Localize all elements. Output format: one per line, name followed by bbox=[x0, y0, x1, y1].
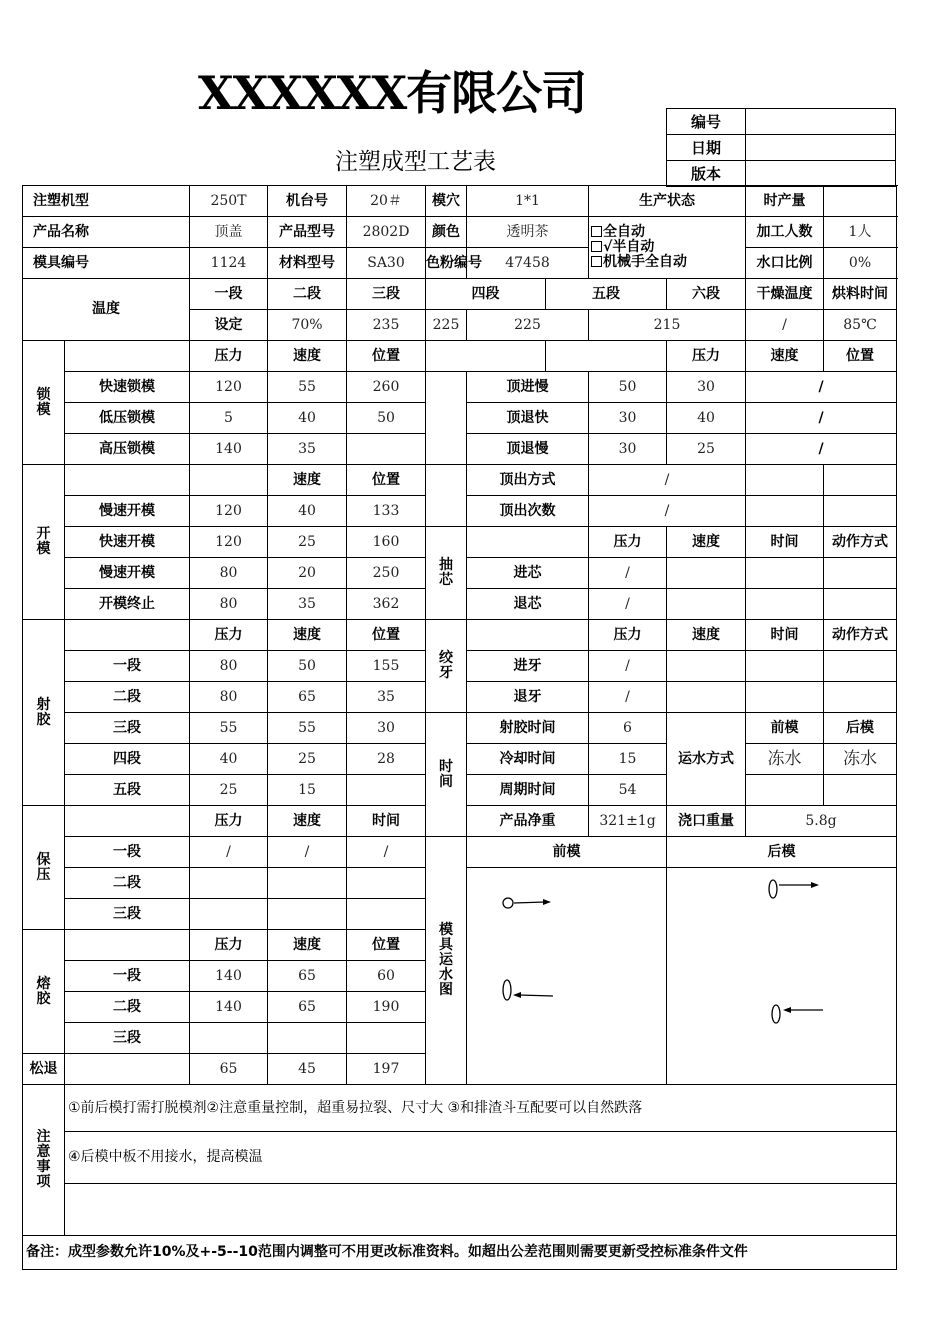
ejector-row-label: 顶退快 bbox=[467, 403, 589, 434]
core-section-label: 抽芯 bbox=[426, 527, 467, 620]
inject-row-speed: 65 bbox=[268, 682, 347, 713]
machine-model-label: 注塑机型 bbox=[23, 186, 190, 217]
inject-row-label: 五段 bbox=[65, 775, 190, 806]
col-speed: 速度 bbox=[667, 620, 746, 651]
open-row-position: 250 bbox=[347, 558, 426, 589]
bake-time-label: 烘料时间 bbox=[824, 279, 897, 310]
water-diagram-label: 模具运水图 bbox=[426, 837, 467, 1085]
hourly-output-value bbox=[824, 186, 897, 217]
cooling-back-value: 冻水 bbox=[824, 744, 897, 775]
open-row-position: 160 bbox=[347, 527, 426, 558]
ejector-row-speed: 30 bbox=[667, 372, 746, 403]
clamp-row-position: 50 bbox=[347, 403, 426, 434]
col-speed: 速度 bbox=[268, 930, 347, 961]
thread-section-label: 绞牙 bbox=[426, 620, 467, 713]
ejector-row-position: / bbox=[746, 403, 897, 434]
temp-set-label: 设定 bbox=[190, 310, 268, 341]
inject-row-pressure: 80 bbox=[190, 682, 268, 713]
gate-weight-value: 5.8g bbox=[746, 806, 897, 837]
clamp-row-speed: 35 bbox=[268, 434, 347, 465]
core-row-pressure: / bbox=[589, 589, 667, 620]
inject-row-speed: 55 bbox=[268, 713, 347, 744]
col-position: 位置 bbox=[347, 341, 426, 372]
product-model-label: 产品型号 bbox=[268, 217, 347, 248]
masterbatch-value: 47458 bbox=[467, 248, 589, 279]
clamp-row-speed: 55 bbox=[268, 372, 347, 403]
meta-value-number[interactable] bbox=[746, 109, 896, 135]
clamp-row-pressure: 120 bbox=[190, 372, 268, 403]
timing-section-label: 时间 bbox=[426, 713, 467, 837]
temp-stage-4-value: 225 bbox=[467, 310, 589, 341]
melt-row-label: 一段 bbox=[65, 961, 190, 992]
drying-temp-value: 85℃ bbox=[824, 310, 897, 341]
meta-label-date: 日期 bbox=[667, 135, 746, 161]
checkbox-icon[interactable] bbox=[591, 226, 602, 237]
timing-row-value: 6 bbox=[589, 713, 667, 744]
temp-stage-6-value: / bbox=[746, 310, 824, 341]
core-row-label: 进芯 bbox=[467, 558, 589, 589]
note-line-1: ①前后模打需打脱模剂②注意重量控制，超重易拉裂、尺寸大 ③和排渣斗互配要可以自然跌落 bbox=[65, 1085, 897, 1132]
col-speed: 速度 bbox=[268, 806, 347, 837]
melt-section-label: 熔胶 bbox=[23, 930, 65, 1054]
melt-row-pressure: 140 bbox=[190, 961, 268, 992]
meta-label-number: 编号 bbox=[667, 109, 746, 135]
remark-line: 备注：成型参数允许10%及+-5--10范围内调整可不用更改标准资料。如超出公差范围则需要更新受控标准条件文件 bbox=[23, 1236, 897, 1270]
clamp-section-label: 锁模 bbox=[23, 341, 65, 465]
note-line-3 bbox=[65, 1184, 897, 1236]
hold-row-pressure bbox=[190, 868, 268, 899]
mold-no-value: 1124 bbox=[190, 248, 268, 279]
open-row-label: 开模终止 bbox=[65, 589, 190, 620]
water-outlet-marker bbox=[772, 1005, 823, 1023]
inject-row-pressure: 55 bbox=[190, 713, 268, 744]
clamp-row-position: 260 bbox=[347, 372, 426, 403]
temp-stage-1-label: 一段 bbox=[190, 279, 268, 310]
open-row-pressure: 80 bbox=[190, 558, 268, 589]
col-position: 位置 bbox=[347, 465, 426, 496]
hold-row-speed: / bbox=[268, 837, 347, 868]
hold-row-speed bbox=[268, 899, 347, 930]
melt-row-pressure bbox=[190, 1023, 268, 1054]
water-diagram-back-label: 后模 bbox=[667, 837, 897, 868]
meta-value-version[interactable] bbox=[746, 161, 896, 187]
cavity-label: 模穴 bbox=[426, 186, 467, 217]
melt-row-label: 二段 bbox=[65, 992, 190, 1023]
temp-stage-2-value: 235 bbox=[347, 310, 426, 341]
open-section-label: 开模 bbox=[23, 465, 65, 620]
inject-row-label: 二段 bbox=[65, 682, 190, 713]
ejector-mode-value: / bbox=[589, 465, 746, 496]
inject-row-speed: 50 bbox=[268, 651, 347, 682]
water-inlet-marker bbox=[503, 898, 551, 908]
ejector-count-label: 顶出次数 bbox=[467, 496, 589, 527]
inject-section-label: 射胶 bbox=[23, 620, 65, 806]
workers-label: 加工人数 bbox=[746, 217, 824, 248]
col-pressure: 压力 bbox=[667, 341, 746, 372]
machine-model-value: 250T bbox=[190, 186, 268, 217]
melt-row-label: 三段 bbox=[65, 1023, 190, 1054]
col-speed: 速度 bbox=[268, 620, 347, 651]
front-mold-water-svg bbox=[467, 868, 665, 1085]
temp-stage-2-label: 二段 bbox=[268, 279, 347, 310]
inject-row-position: 28 bbox=[347, 744, 426, 775]
temp-stage-4-label: 四段 bbox=[426, 279, 546, 310]
product-model-value: 2802D bbox=[347, 217, 426, 248]
timing-row-label: 冷却时间 bbox=[467, 744, 589, 775]
status-option-robot-auto-label: 机械手全自动 bbox=[603, 254, 688, 270]
product-name-value: 顶盖 bbox=[190, 217, 268, 248]
hourly-output-label: 时产量 bbox=[746, 186, 824, 217]
thread-row-label: 进牙 bbox=[467, 651, 589, 682]
timing-row-label: 射胶时间 bbox=[467, 713, 589, 744]
inject-row-speed: 15 bbox=[268, 775, 347, 806]
masterbatch-label: 色粉编号 bbox=[426, 248, 467, 279]
mold-no-label: 模具编号 bbox=[23, 248, 190, 279]
col-time: 时间 bbox=[347, 806, 426, 837]
inject-row-speed: 25 bbox=[268, 744, 347, 775]
front-mold-water-diagram bbox=[467, 868, 667, 1085]
notes-label: 注意事项 bbox=[23, 1085, 65, 1236]
decompression-label: 松退 bbox=[23, 1054, 65, 1085]
temp-stage-1-value: 70% bbox=[268, 310, 347, 341]
decompression-pressure: 65 bbox=[190, 1054, 268, 1085]
hold-row-pressure: / bbox=[190, 837, 268, 868]
cooling-front-label: 前模 bbox=[746, 713, 824, 744]
water-outlet-marker bbox=[503, 980, 553, 1000]
material-label: 材料型号 bbox=[268, 248, 347, 279]
form-title: 注塑成型工艺表 bbox=[335, 149, 496, 175]
open-row-speed: 35 bbox=[268, 589, 347, 620]
col-pressure: 压力 bbox=[190, 620, 268, 651]
checkbox-icon[interactable] bbox=[591, 256, 602, 267]
ejector-row-position: / bbox=[746, 434, 897, 465]
clamp-row-label: 高压锁模 bbox=[65, 434, 190, 465]
hold-row-label: 三段 bbox=[65, 899, 190, 930]
status-option-full-auto-label: 全自动 bbox=[603, 224, 646, 240]
melt-row-speed: 65 bbox=[268, 992, 347, 1023]
open-row-pressure: 80 bbox=[190, 589, 268, 620]
temp-stage-3-value: 225 bbox=[426, 310, 467, 341]
meta-value-date[interactable] bbox=[746, 135, 896, 161]
inject-row-position: 35 bbox=[347, 682, 426, 713]
checkbox-icon[interactable] bbox=[591, 241, 602, 252]
col-pressure: 压力 bbox=[190, 930, 268, 961]
document-meta-table bbox=[666, 108, 896, 187]
material-value: SA30 bbox=[347, 248, 426, 279]
ejector-row-pressure: 30 bbox=[589, 403, 667, 434]
cooling-method-label: 运水方式 bbox=[667, 713, 746, 806]
clamp-row-pressure: 5 bbox=[190, 403, 268, 434]
note-line-2: ④后模中板不用接水，提高模温 bbox=[65, 1132, 897, 1184]
back-mold-water-diagram bbox=[667, 868, 897, 1085]
ejector-row-label: 顶进慢 bbox=[467, 372, 589, 403]
clamp-row-speed: 40 bbox=[268, 403, 347, 434]
col-speed: 速度 bbox=[667, 527, 746, 558]
open-row-pressure: 120 bbox=[190, 527, 268, 558]
melt-row-position bbox=[347, 1023, 426, 1054]
temp-stage-5-value: 215 bbox=[589, 310, 746, 341]
machine-no-value: 20＃ bbox=[347, 186, 426, 217]
ejector-row-speed: 40 bbox=[667, 403, 746, 434]
hold-row-label: 一段 bbox=[65, 837, 190, 868]
machine-no-label: 机台号 bbox=[268, 186, 347, 217]
timing-row-label: 周期时间 bbox=[467, 775, 589, 806]
open-row-speed: 20 bbox=[268, 558, 347, 589]
col-position: 位置 bbox=[347, 620, 426, 651]
col-position: 位置 bbox=[347, 930, 426, 961]
melt-row-position: 190 bbox=[347, 992, 426, 1023]
cavity-value: 1*1 bbox=[467, 186, 589, 217]
hold-row-time: / bbox=[347, 837, 426, 868]
status-option-semi-auto[interactable] bbox=[591, 240, 745, 255]
melt-row-speed: 65 bbox=[268, 961, 347, 992]
open-row-pressure: 120 bbox=[190, 496, 268, 527]
decompression-position: 197 bbox=[347, 1054, 426, 1085]
melt-row-speed bbox=[268, 1023, 347, 1054]
production-status-label: 生产状态 bbox=[589, 186, 746, 217]
inject-row-position: 30 bbox=[347, 713, 426, 744]
inject-row-position bbox=[347, 775, 426, 806]
open-row-speed: 25 bbox=[268, 527, 347, 558]
col-time: 时间 bbox=[746, 620, 824, 651]
ejector-row-speed: 25 bbox=[667, 434, 746, 465]
inject-row-position: 155 bbox=[347, 651, 426, 682]
open-row-position: 133 bbox=[347, 496, 426, 527]
col-pressure: 压力 bbox=[190, 806, 268, 837]
ejector-count-value: / bbox=[589, 496, 746, 527]
process-sheet-table bbox=[22, 185, 897, 1270]
open-row-label: 快速开模 bbox=[65, 527, 190, 558]
decompression-speed: 45 bbox=[268, 1054, 347, 1085]
hold-row-label: 二段 bbox=[65, 868, 190, 899]
gate-weight-label: 浇口重量 bbox=[667, 806, 746, 837]
status-option-full-auto[interactable] bbox=[591, 225, 745, 240]
ejector-row-position: / bbox=[746, 372, 897, 403]
inject-row-pressure: 80 bbox=[190, 651, 268, 682]
clamp-row-label: 低压锁模 bbox=[65, 403, 190, 434]
core-row-label: 退芯 bbox=[467, 589, 589, 620]
status-option-robot-auto[interactable] bbox=[591, 255, 745, 270]
production-status-options bbox=[589, 217, 746, 279]
net-weight-label: 产品净重 bbox=[467, 806, 589, 837]
water-inlet-marker bbox=[769, 880, 819, 898]
clamp-row-pressure: 140 bbox=[190, 434, 268, 465]
col-action: 动作方式 bbox=[824, 527, 897, 558]
cooling-front-value: 冻水 bbox=[746, 744, 824, 775]
inject-row-label: 四段 bbox=[65, 744, 190, 775]
water-ratio-label: 水口比例 bbox=[746, 248, 824, 279]
color-value: 透明茶 bbox=[467, 217, 589, 248]
melt-row-position: 60 bbox=[347, 961, 426, 992]
col-action: 动作方式 bbox=[824, 620, 897, 651]
back-mold-water-svg bbox=[667, 868, 895, 1085]
hold-row-time bbox=[347, 899, 426, 930]
timing-row-value: 54 bbox=[589, 775, 667, 806]
company-name: XXXXXX有限公司 bbox=[198, 66, 587, 120]
ejector-row-label: 顶退慢 bbox=[467, 434, 589, 465]
thread-row-pressure: / bbox=[589, 651, 667, 682]
col-speed: 速度 bbox=[746, 341, 824, 372]
open-row-speed: 40 bbox=[268, 496, 347, 527]
open-row-label: 慢速开模 bbox=[65, 558, 190, 589]
ejector-row-pressure: 50 bbox=[589, 372, 667, 403]
col-pressure: 压力 bbox=[190, 341, 268, 372]
inject-row-pressure: 40 bbox=[190, 744, 268, 775]
ejector-row-pressure: 30 bbox=[589, 434, 667, 465]
hold-row-time bbox=[347, 868, 426, 899]
drying-temp-label: 干燥温度 bbox=[746, 279, 824, 310]
workers-value: 1人 bbox=[824, 217, 897, 248]
inject-row-label: 一段 bbox=[65, 651, 190, 682]
meta-label-version: 版本 bbox=[667, 161, 746, 187]
hold-row-pressure bbox=[190, 899, 268, 930]
inject-row-label: 三段 bbox=[65, 713, 190, 744]
inject-row-pressure: 25 bbox=[190, 775, 268, 806]
col-position: 位置 bbox=[824, 341, 897, 372]
hold-section-label: 保压 bbox=[23, 806, 65, 930]
open-row-label: 慢速开模 bbox=[65, 496, 190, 527]
col-speed: 速度 bbox=[268, 465, 347, 496]
ejector-mode-label: 顶出方式 bbox=[467, 465, 589, 496]
temp-stage-6-label: 六段 bbox=[667, 279, 746, 310]
clamp-row-label: 快速锁模 bbox=[65, 372, 190, 403]
cooling-back-label: 后模 bbox=[824, 713, 897, 744]
col-time: 时间 bbox=[746, 527, 824, 558]
thread-row-label: 退牙 bbox=[467, 682, 589, 713]
col-pressure: 压力 bbox=[589, 620, 667, 651]
temp-stage-3-label: 三段 bbox=[347, 279, 426, 310]
col-speed: 速度 bbox=[268, 341, 347, 372]
status-option-semi-auto-label: √半自动 bbox=[603, 239, 655, 255]
timing-row-value: 15 bbox=[589, 744, 667, 775]
water-ratio-value: 0% bbox=[824, 248, 897, 279]
col-pressure: 压力 bbox=[589, 527, 667, 558]
temp-stage-5-label: 五段 bbox=[546, 279, 667, 310]
water-diagram-front-label: 前模 bbox=[467, 837, 667, 868]
temperature-label: 温度 bbox=[23, 279, 190, 341]
hold-row-speed bbox=[268, 868, 347, 899]
thread-row-pressure: / bbox=[589, 682, 667, 713]
core-row-pressure: / bbox=[589, 558, 667, 589]
product-name-label: 产品名称 bbox=[23, 217, 190, 248]
melt-row-pressure: 140 bbox=[190, 992, 268, 1023]
clamp-row-position bbox=[347, 434, 426, 465]
color-label: 颜色 bbox=[426, 217, 467, 248]
open-row-position: 362 bbox=[347, 589, 426, 620]
net-weight-value: 321±1g bbox=[589, 806, 667, 837]
